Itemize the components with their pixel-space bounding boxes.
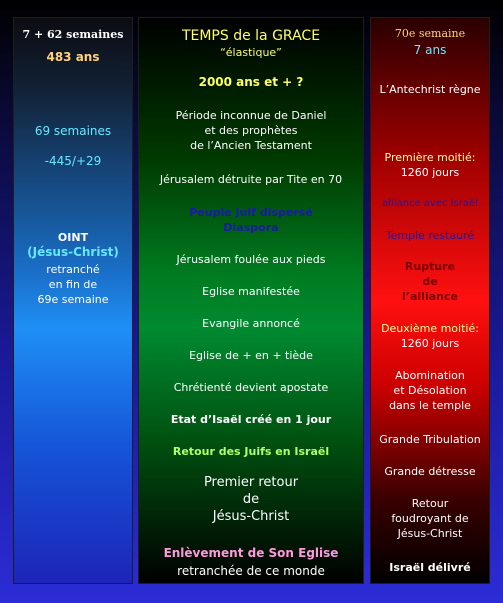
mid-dispersed: Peuple Juif dispersé Diaspora — [189, 206, 313, 234]
left-header: 7 + 62 semaines — [22, 28, 124, 41]
mid-subtitle: “élastique” — [220, 46, 282, 59]
right-rupture: Rupture de l’alliance — [402, 260, 458, 303]
column-69-weeks — [13, 17, 133, 584]
column-70th-week — [370, 17, 490, 584]
left-years: 483 ans — [46, 50, 100, 64]
left-weeks69: 69 semaines — [34, 124, 112, 138]
mid-return-jews: Retour des Juifs en Israël — [172, 445, 330, 458]
right-tribulation: Grande Tribulation — [379, 433, 481, 446]
left-dates: -445/+29 — [44, 154, 102, 168]
right-7-years: 7 ans — [413, 43, 447, 57]
column-grace-time — [138, 17, 364, 584]
left-oint: OINT — [57, 231, 89, 244]
right-israel-delivered: Israël délivré — [389, 561, 471, 574]
left-cut: retranché en fin de 69e semaine — [37, 263, 109, 306]
mid-apostate: Chrétienté devient apostate — [173, 381, 329, 394]
mid-trampled: Jérusalem foulée aux pieds — [176, 253, 326, 266]
right-temple: Temple restauré — [385, 229, 475, 242]
mid-rapture: Enlèvement de Son Eglise — [163, 546, 339, 560]
right-thunder-return: Retour foudroyant de Jésus-Christ — [391, 497, 469, 540]
right-second-half: Deuxième moitié: — [381, 322, 479, 335]
left-jesus: (Jésus-Christ) — [27, 245, 119, 259]
mid-first-return: Premier retour de Jésus-Christ — [203, 475, 299, 524]
mid-2000-years: 2000 ans et + ? — [198, 75, 304, 89]
mid-israel-state: Etat d’Isaël créé en 1 jour — [170, 413, 332, 426]
mid-jerusalem-70: Jérusalem détruite par Tite en 70 — [159, 173, 343, 186]
mid-cut-world: retranchée de ce monde — [177, 564, 325, 578]
right-antichrist: L’Antechrist règne — [379, 83, 481, 96]
mid-gospel: Evangile annoncé — [202, 317, 300, 330]
mid-lukewarm: Eglise de + en + tiède — [189, 349, 313, 362]
mid-title: TEMPS de la GRACE — [181, 28, 321, 44]
mid-unknown-period: Période inconnue de Daniel et des prophètes de l’Ancien Testament — [175, 109, 327, 152]
mid-church: Eglise manifestée — [202, 285, 300, 298]
right-abomination: Abomination et Désolation dans le temple — [389, 369, 471, 412]
right-header: 70e semaine — [394, 27, 466, 40]
right-first-half: Première moitié: — [384, 151, 476, 164]
right-1260-b: 1260 jours — [400, 337, 460, 350]
right-1260-a: 1260 jours — [400, 166, 460, 179]
right-distress: Grande détresse — [384, 465, 476, 478]
right-alliance: alliance avec Israël — [382, 198, 478, 209]
